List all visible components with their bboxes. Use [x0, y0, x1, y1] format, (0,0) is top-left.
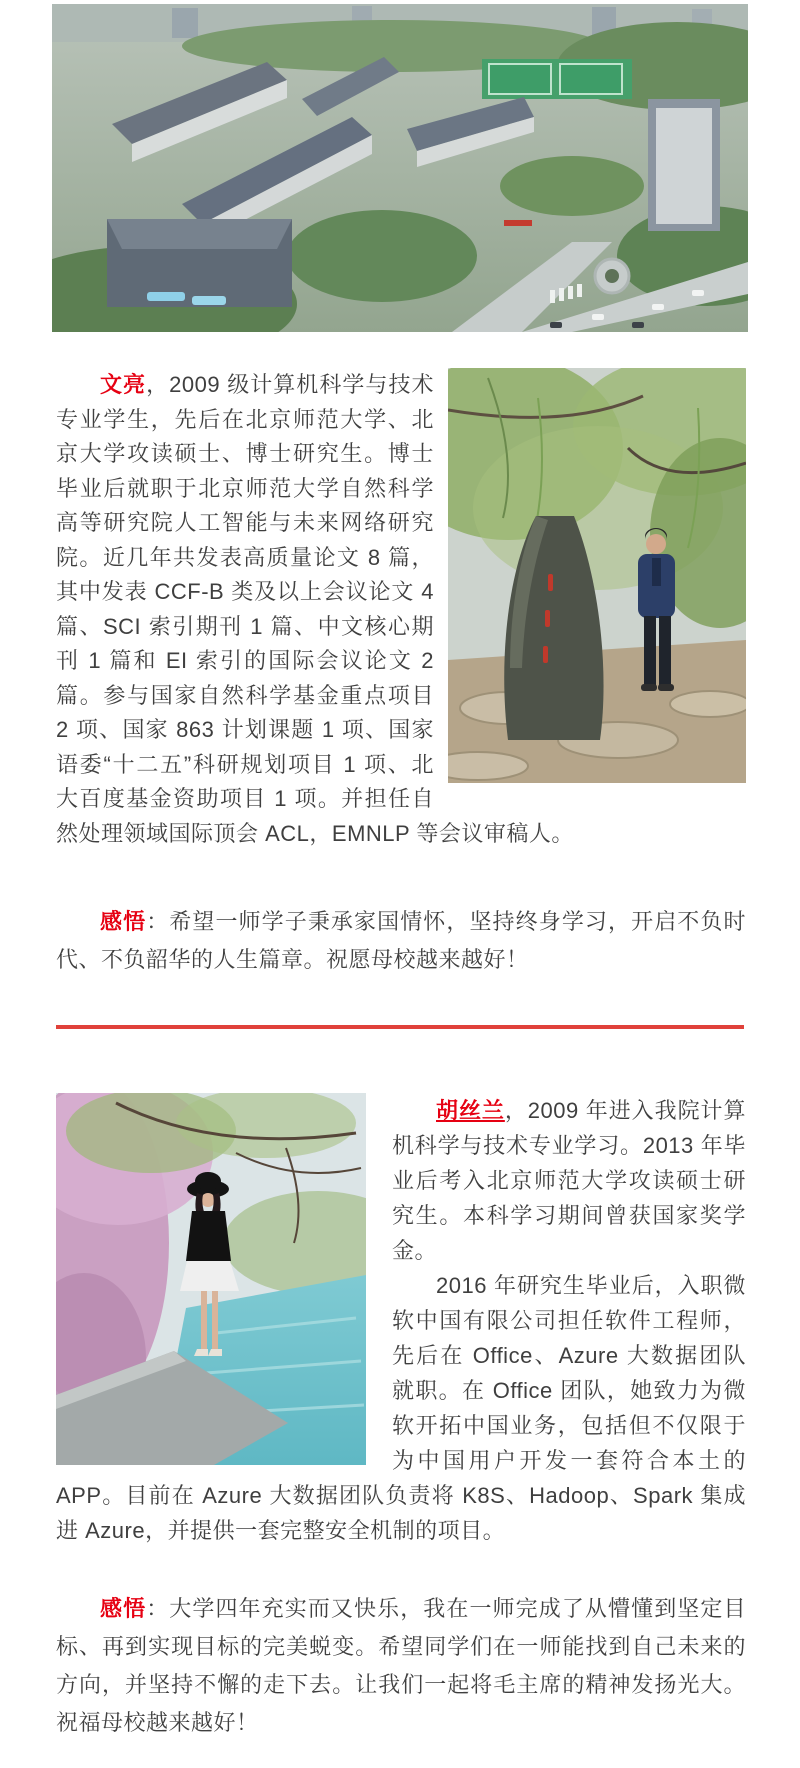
reflection-paragraph-wenliang [56, 903, 746, 979]
bio-text-husilan-2: 2016 年研究生毕业后，入职微软中国有限公司担任软件工程师，先后在 Office、Azure 大数据团队就职。在 Office 团队，她致力为微软开拓中国业务，包括但不仅限于为中国用户开发一套符合本土的 APP。目前在 Azure 大数据团队负责将 K8S、Hadoop、Spark 集成进 Azure，并提供一套完整安全机制的项目。 [56, 1273, 746, 1543]
reflection-paragraph-husilan [56, 1590, 746, 1742]
reflection-text-husilan: ：大学四年充实而又快乐，我在一师完成了从懵懂到坚定目标、再到实现目标的完美蜕变。希望同学们在一师能找到自己未来的方向，并坚持不懈的走下去。让我们一起将毛主席的精神发扬光大。祝福母校越来越好！ [56, 1596, 746, 1735]
reflection-label-husilan: 感悟 [100, 1596, 147, 1621]
person-name-husilan: 胡丝兰 [436, 1098, 505, 1123]
reflection-wenliang [56, 903, 746, 979]
portrait-husilan-illustration [56, 1093, 366, 1465]
red-divider [56, 1025, 744, 1029]
reflection-text-wenliang: ：希望一师学子秉承家国情怀，坚持终身学习，开启不负时代、不负韶华的人生篇章。祝愿母校越来越好！ [56, 909, 746, 972]
bio-text-wenliang: ，2009 级计算机科学与技术专业学生，先后在北京师范大学、北京大学攻读硕士、博士研究生。博士毕业后就职于北京师范大学自然科学高等研究院人工智能与未来网络研究院。近几年共发表高质量论文 8 篇，其中发表 CCF-B 类及以上会议论文 4 篇、SCI 索引期刊 1 篇、中文核心期刊 1 篇和 EI 索引的国际会议论文 2 篇。参与国家自然科学基金重点项目 2 项、国家 863 计划课题 1 项、国家语委“十二五”科研规划项目 1 项、北大百度基金资助项目 1 项。并担任自然处理领域国际顶会 ACL，EMNLP 等会议审稿人。 [56, 372, 574, 846]
person-name-wenliang: 文亮 [100, 372, 147, 397]
bio-section-wenliang [56, 368, 746, 851]
portrait-photo-husilan[interactable] [56, 1093, 366, 1465]
portrait-wenliang-illustration [448, 368, 746, 783]
bio-section-husilan [56, 1093, 746, 1548]
campus-aerial-photo[interactable] [52, 4, 748, 332]
campus-aerial-illustration [52, 4, 748, 332]
reflection-husilan [56, 1590, 746, 1742]
bio-text-husilan-1: ，2009 年进入我院计算机科学与技术专业学习。2013 年毕业后考入北京师范大学攻读硕士研究生。本科学习期间曾获国家奖学金。 [392, 1098, 746, 1263]
portrait-photo-wenliang[interactable] [448, 368, 746, 783]
reflection-label-wenliang: 感悟 [100, 909, 147, 934]
